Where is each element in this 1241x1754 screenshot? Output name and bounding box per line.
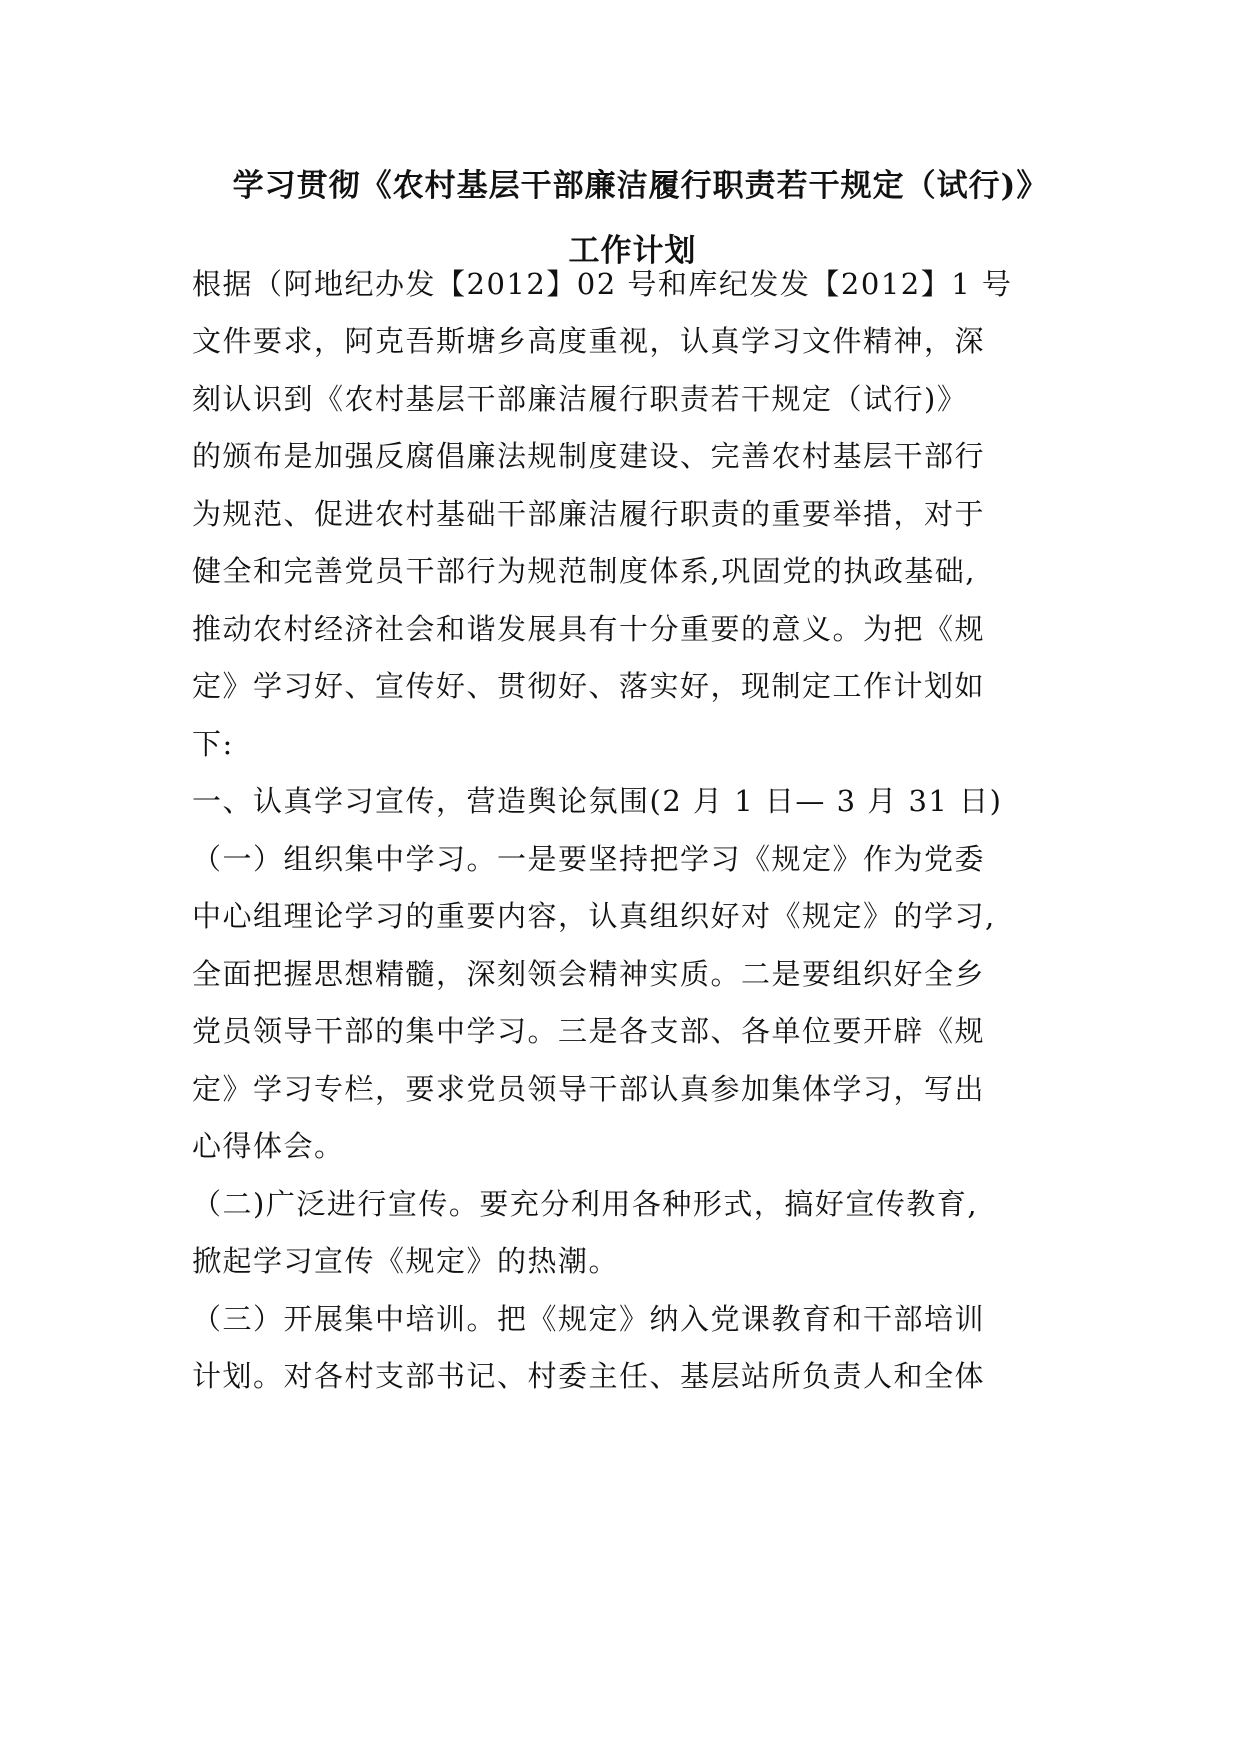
body-line: 计划。对各村支部书记、村委主任、基层站所负责人和全体 bbox=[192, 1359, 986, 1393]
body-line: 掀起学习宣传《规定》的热潮。 bbox=[192, 1244, 620, 1278]
body-line: 中心组理论学习的重要内容，认真组织好对《规定》的学习, bbox=[192, 899, 996, 933]
body-line: 心得体会。 bbox=[192, 1129, 345, 1163]
body-line: 文件要求，阿克吾斯塘乡高度重视，认真学习文件精神，深 bbox=[192, 324, 986, 358]
body-line: 为规范、促进农村基础干部廉洁履行职责的重要举措，对于 bbox=[192, 497, 986, 531]
body-line: 下: bbox=[192, 727, 234, 761]
body-line: （一）组织集中学习。一是要坚持把学习《规定》作为党委 bbox=[192, 842, 986, 876]
document-subtitle: 工作计划 bbox=[568, 233, 697, 269]
section-heading: 一、认真学习宣传，营造舆论氛围(2 月 1 日— 3 月 31 日) bbox=[192, 784, 1003, 818]
body-line: 全面把握思想精髓，深刻领会精神实质。二是要组织好全乡 bbox=[192, 957, 986, 991]
body-line: 定》学习好、宣传好、贯彻好、落实好，现制定工作计划如 bbox=[192, 669, 986, 703]
body-line: 根据（阿地纪办发【2012】02 号和库纪发发【2012】1 号 bbox=[192, 267, 1013, 301]
body-line: 健全和完善党员干部行为规范制度体系,巩固党的执政基础, bbox=[192, 554, 976, 588]
body-line: 党员领导干部的集中学习。三是各支部、各单位要开辟《规 bbox=[192, 1014, 986, 1048]
body-line: 的颁布是加强反腐倡廉法规制度建设、完善农村基层干部行 bbox=[192, 439, 986, 473]
body-line: （二)广泛进行宣传。要充分利用各种形式，搞好宣传教育, bbox=[192, 1187, 979, 1221]
body-line: 定》学习专栏，要求党员领导干部认真参加集体学习，写出 bbox=[192, 1072, 986, 1106]
body-line: （三）开展集中培训。把《规定》纳入党课教育和干部培训 bbox=[192, 1302, 986, 1336]
body-line: 刻认识到《农村基层干部廉洁履行职责若干规定（试行)》 bbox=[192, 382, 968, 416]
body-line: 推动农村经济社会和谐发展具有十分重要的意义。为把《规 bbox=[192, 612, 986, 646]
document-title: 学习贯彻《农村基层干部廉洁履行职责若干规定（试行)》 bbox=[232, 168, 1049, 204]
